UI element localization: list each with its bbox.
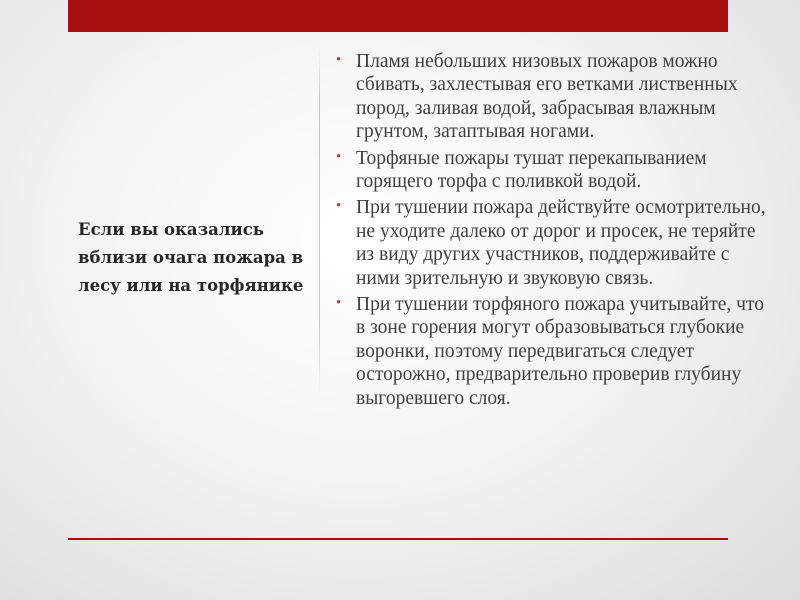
bottom-accent-rule xyxy=(68,538,728,540)
bullet-text: При тушении пожара действуйте осмотрительно, не уходите далеко от дорог и просек, не теряйте из виду других участников, поддерживайте с ними зрительную и звуковую связь. xyxy=(356,197,766,289)
bullet-icon: • xyxy=(336,295,342,312)
bullet-text: Пламя небольших низовых пожаров можно сбивать, захлестывая его ветками лиственных пород, заливая водой, забрасывая влажным грунтом, затаптывая ногами. xyxy=(356,51,738,143)
top-accent-bar xyxy=(68,0,728,32)
slide-heading: Если вы оказались вблизи очага пожара в лесу или на торфянике xyxy=(78,220,304,295)
bullet-icon: • xyxy=(336,148,342,165)
bullet-text: При тушении торфяного пожара учитывайте, что в зоне горения могут образовываться глубокие воронки, поэтому передвигаться следует осторожно, предварительно проверив глубину выгоревшего слоя. xyxy=(356,294,764,409)
bullet-icon: • xyxy=(336,198,342,215)
list-item xyxy=(336,50,776,144)
bullet-list xyxy=(336,50,776,413)
bullet-icon: • xyxy=(336,52,342,68)
bullet-text: Торфяные пожары тушат перекапыванием горящего торфа с поливкой водой. xyxy=(356,147,707,193)
list-item xyxy=(336,196,776,290)
list-item xyxy=(336,293,776,410)
vertical-divider xyxy=(319,48,320,393)
list-item xyxy=(336,147,776,194)
